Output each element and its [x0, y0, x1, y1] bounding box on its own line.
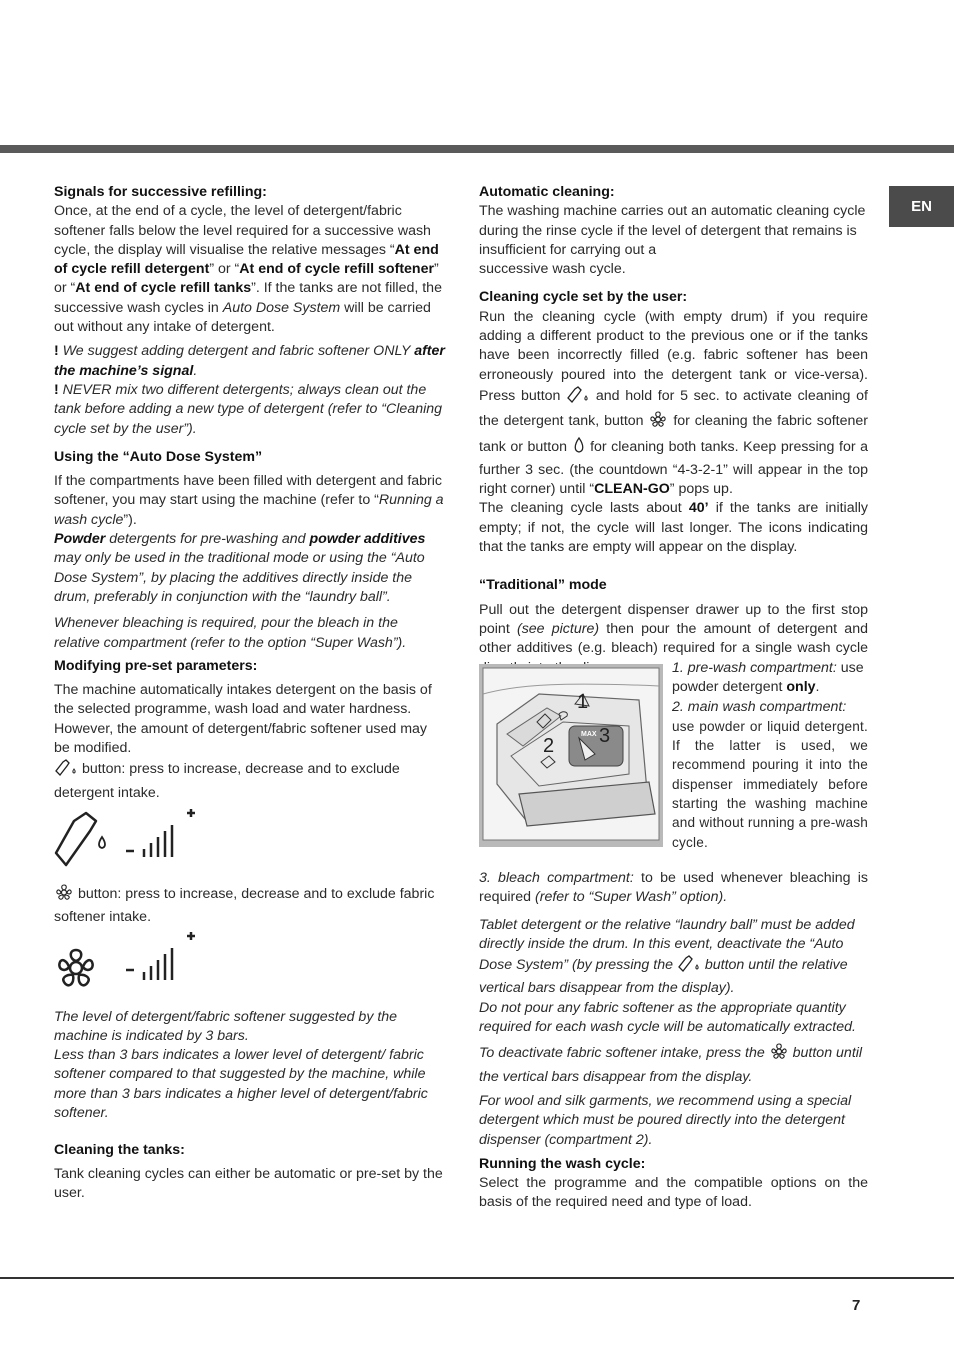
tablet-note: Tablet detergent or the relative “laundry ball” must be added directly inside the drum. In this event, deactivate the “Auto Dose System” (by pressing the button until the relative vertical bars disappear from the display). [479, 916, 855, 997]
compartment-2-label: 2 [543, 735, 555, 757]
right-column [479, 183, 868, 678]
wool-silk-note: For wool and silk garments, we recommend using a special detergent which must be poured directly into the detergent dispenser (compartment 2). [479, 1092, 852, 1148]
flower-icon [59, 950, 92, 985]
traditional-mode-heading: “Traditional” mode [479, 577, 607, 594]
page-number: 7 [852, 1297, 861, 1314]
callout-3: 3. bleach compartment: to be used whenever bleaching is required (refer to “Super Wash” option). [479, 870, 868, 906]
flower-icon [648, 410, 668, 435]
top-divider-bar [0, 145, 954, 153]
callout-2-text: use powder or liquid detergent. If the latter is used, we recommend pouring it into the dispenser immediately before starting the washing machine and without running a pre-wash cycle. [672, 718, 868, 850]
drop-icon [99, 837, 105, 848]
automatic-cleaning-paragraph: The washing machine carries out an automatic cleaning cycle during the rinse cycle if the level of detergent that remains is insufficient for carrying out a [479, 203, 866, 258]
traditional-mode-paragraph: Pull out the detergent dispenser drawer up to the first stop point (see picture) then pour the amount of detergent and other additives (e.g. bleach) required for a single wash cycle [479, 601, 868, 657]
detergent-bottle-icon [54, 758, 78, 783]
dispenser-drawer-figure [479, 664, 663, 847]
softener-button-text: button: press to increase, decrease and to exclude fabric softener intake. [54, 883, 446, 928]
running-wash-paragraph: Select the programme and the compatible options on the basis of the required need and type of load. [479, 1175, 868, 1211]
right-column-lower [479, 869, 868, 1213]
powder-note: Powder detergents for pre-washing and powder additives may only be used in the traditional mode or using the “Auto Dose System”, by placing the additives directly inside the drum, preferably in conjunction with the “laundry ball”. [54, 531, 426, 605]
language-tab: EN [889, 186, 954, 227]
running-wash-heading: Running the wash cycle: [479, 1155, 646, 1172]
automatic-cleaning-paragraph-end: successive wash cycle. [479, 261, 626, 278]
user-cleaning-duration: The cleaning cycle lasts about 40’ if the tanks are initially empty; if not, the cycle will last longer. The icons indicating that the tanks are empty will appear on the display. [479, 500, 868, 556]
flower-icon [54, 883, 74, 908]
detergent-bottle-icon [566, 385, 590, 410]
callout-2-title: 2. main wash compartment: [672, 698, 847, 715]
modify-paragraph: The machine automatically intakes detergent on the basis of the selected programme, wash load and water hardness. However, the amount of detergent/fabric softener used may be modified. [54, 682, 432, 757]
deactivate-softener-note: To deactivate fabric softener intake, press the button until the vertical bars disappear from the display. [479, 1042, 868, 1087]
cleaning-tanks-heading: Cleaning the tanks: [54, 1142, 185, 1159]
dispenser-drawer-svg [479, 664, 663, 847]
drop-icon [572, 436, 586, 461]
left-column [54, 183, 446, 1203]
detergent-button-text: button: press to increase, decrease and to exclude detergent intake. [54, 758, 446, 803]
bars-explanation-1: The level of detergent/fabric softener suggested by the machine is indicated by 3 bars. [54, 1008, 398, 1044]
note-never-mix: ! NEVER mix two different detergents; always clean out the tank before adding a new type of detergent (refer to “Cleaning cycle set by the user”). [54, 381, 443, 437]
detergent-bottle-icon [56, 813, 96, 865]
softener-level-graphic [54, 932, 446, 1002]
bars-explanation-2: Less than 3 bars indicates a lower level of detergent/ fabric softener compared to that suggested by the machine, while more than 3 bars indicates a higher level of detergent/fabric softener. [54, 1047, 428, 1121]
callout-1: 1. pre-wash compartment: use powder detergent only. [672, 660, 864, 696]
note-after-signal: ! We suggest adding detergent and fabric softener ONLY after the machine’s signal. [54, 343, 445, 379]
refill-heading: Signals for successive refilling: [54, 184, 267, 200]
user-cleaning-heading: Cleaning cycle set by the user: [479, 289, 688, 306]
auto-dose-heading: Using the “Auto Dose System” [54, 448, 263, 465]
compartment-callouts [672, 659, 868, 852]
detergent-bottle-icon [677, 954, 701, 979]
auto-dose-paragraph: If the compartments have been filled with detergent and fabric softener, you may start using the machine (refer to “Running a wash cycle”). [54, 473, 444, 528]
compartment-3-label: 3 [599, 725, 611, 747]
bleach-note: Whenever bleaching is required, pour the bleach in the relative compartment (refer to the option “Super Wash”). [54, 615, 407, 651]
cleaning-tanks-paragraph: Tank cleaning cycles can either be automatic or pre-set by the user. [54, 1165, 443, 1201]
detergent-level-svg [54, 807, 204, 877]
softener-extraction-note: Do not pour any fabric softener as the appropriate quantity required for each wash cycle will be automatically extracted. [479, 999, 856, 1036]
bottom-divider-line [0, 1277, 954, 1279]
softener-level-svg [54, 932, 204, 1002]
automatic-cleaning-heading: Automatic cleaning: [479, 184, 615, 200]
max-label: MAX [581, 731, 597, 738]
refill-paragraph: Once, at the end of a cycle, the level of detergent/fabric softener falls below the level required for a successive wash cycle, the display will visualise the relative messages “At end of cycle refill detergent” or “At end of cycle refill softener” or “At end of cycle refill tanks”. If the tanks are not filled, the successive wash cycles in Auto Dose System will be carried out without any intake of detergent. [54, 203, 442, 336]
detergent-level-graphic [54, 807, 446, 877]
user-cleaning-paragraph: Run the cleaning cycle (with empty drum) if you require adding a different product to the previous one or if the tanks have been incorrectly filled (e.g. fabric softener has been erroneously poured into the detergent tank or vice-versa). Press button and hold for 5 sec. to activate cleaning of the detergent tank, button for cleaning the fabric softener tank or button for cleaning both tanks. Keep pressing for a further 3 sec. (the countdown “4-3-2-1” will appear in the top right corner) until “CLEAN-GO” pops up. [479, 308, 868, 498]
compartment-1-label: 1 [577, 691, 589, 713]
flower-icon [769, 1042, 789, 1067]
modify-heading: Modifying pre-set parameters: [54, 657, 258, 674]
